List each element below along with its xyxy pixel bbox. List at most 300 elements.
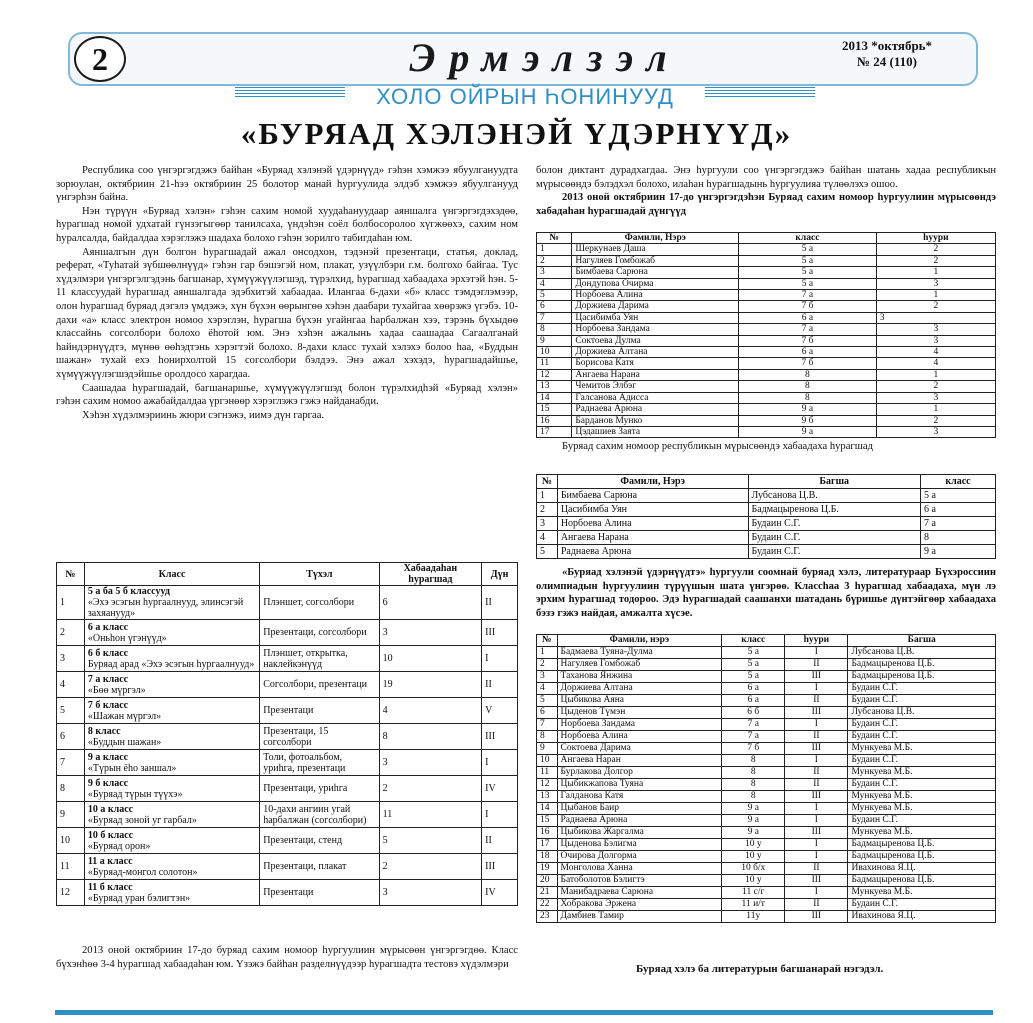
table-cell: Будаин С.Г.	[848, 779, 996, 791]
table-cell: 3	[876, 278, 995, 289]
table-row	[537, 755, 996, 767]
table-cell: 16	[537, 415, 572, 426]
table-cell: 2	[876, 415, 995, 426]
table-cell: 7 б	[739, 301, 877, 312]
table-cell: 4	[876, 347, 995, 358]
signature: Буряад хэлэ ба литературын багшанарай нэгэдэл.	[636, 963, 884, 975]
table-cell: 1	[876, 369, 995, 380]
table-cell: Монголова Ханна	[557, 863, 722, 875]
table-cell: Соктоева Дарима	[557, 743, 722, 755]
table-cell: Очирова Долгорма	[557, 851, 722, 863]
table-row	[537, 911, 996, 923]
table-cell: 5	[379, 828, 482, 854]
table-header-cell: Фамили, Нэрэ	[572, 233, 739, 244]
footer-bar	[55, 1010, 993, 1015]
table-row	[537, 791, 996, 803]
class-topic: «Буддын шажан»	[87, 736, 162, 748]
table-header-cell: №	[537, 233, 572, 244]
table-cell: I	[785, 887, 848, 899]
table-cell: Будаин С.Г.	[848, 683, 996, 695]
olympiad-table	[536, 634, 996, 923]
class-name: 6 а класс	[87, 621, 129, 633]
republic-table	[536, 474, 996, 559]
table-cell: Шеркунаев Даша	[572, 244, 739, 255]
table-row	[537, 647, 996, 659]
table-cell: 8	[57, 776, 85, 802]
table-cell: 20	[537, 875, 558, 887]
class-topic: «Түрын ёһо заншал»	[87, 762, 177, 774]
table-cell: II	[785, 899, 848, 911]
table-cell: Галданова Катя	[557, 791, 722, 803]
table-header-cell: һуури	[785, 635, 848, 647]
table-header-cell: Түхэл	[260, 563, 379, 586]
table-cell: 7 а	[722, 731, 785, 743]
table-header-cell: №	[537, 635, 558, 647]
table-cell: Бадмацыренова Ц.Б.	[848, 839, 996, 851]
paragraph: Буряад сахим номоор республикын мүрысөөндэ хабаадаха һурагшад	[562, 441, 874, 452]
table-cell: Дамбиев Тамир	[557, 911, 722, 923]
table-cell: Будаин С.Г.	[848, 731, 996, 743]
table-cell: Ангаева Наран	[557, 755, 722, 767]
table-cell: 3	[379, 620, 482, 646]
table-cell: III	[785, 791, 848, 803]
table-cell: III	[785, 911, 848, 923]
class-topic: «Буряад уран бэлигтэн»	[87, 892, 191, 904]
class-topic-cell	[84, 802, 259, 828]
table-row	[537, 863, 996, 875]
table-row	[537, 381, 996, 392]
table-cell: 8	[722, 767, 785, 779]
table-row	[537, 267, 996, 278]
stripe-left	[235, 87, 345, 99]
table-row	[537, 815, 996, 827]
table-cell: 10-дахи ангиин угай һарбалжан (согсолбори)	[260, 802, 379, 828]
table-cell: 11у	[722, 911, 785, 923]
table-cell: III	[482, 620, 518, 646]
table-cell: Презентаци, 15 согсолбори	[260, 724, 379, 750]
paragraph: Республика соо үнгэргэгдэжэ байһан «Буряад хэлэнэй үдэрнүүд» гэһэн хэмжээ ябуулгануудта зорюулан, октябриин 21-һээ октябриин 25 болотор манай һургуулида элдэб хэмжээ ябуулганууд үнгэрһэн байна.	[56, 165, 518, 204]
table-cell: II	[482, 672, 518, 698]
table-cell: 1	[537, 489, 558, 503]
table-cell: Манибадраева Сарюна	[557, 887, 722, 899]
table-cell: I	[785, 719, 848, 731]
issue-badge: 2	[74, 36, 126, 82]
table-cell: Будаин С.Г.	[848, 755, 996, 767]
article-left-column	[56, 164, 518, 422]
table-cell: Мункуева М.Б.	[848, 767, 996, 779]
table-cell: 13	[537, 791, 558, 803]
paragraph: Хэһэн хүдэлмэриинь жюри сэгнэжэ, иимэ дүн гаргаа.	[82, 409, 325, 421]
table-cell: 5 а	[722, 659, 785, 671]
table-cell: 9 а	[722, 815, 785, 827]
table-cell: 8	[722, 791, 785, 803]
table-cell: 8	[739, 369, 877, 380]
table-row	[537, 324, 996, 335]
class-topic-cell	[84, 672, 259, 698]
table-cell: 4	[876, 358, 995, 369]
table-cell: 4	[537, 683, 558, 695]
table-cell: 4	[57, 672, 85, 698]
table-cell: 3	[876, 335, 995, 346]
table-cell: Ангаева Нарана	[572, 369, 739, 380]
newspaper-title: Эрмэлзэл	[409, 35, 681, 80]
olympiad-intro	[536, 566, 996, 620]
class-topic: «Эхэ эсэгын һургаалнууд, элинсэгэй захяанууд»	[87, 597, 244, 619]
table-header-cell: №	[57, 563, 85, 586]
table-cell: II	[785, 779, 848, 791]
table-cell: Ивахинова Я.Ц.	[848, 863, 996, 875]
paragraph: болон диктант дурадхагдаа. Энэ һургуули соо үнгэргэгдэжэ байһан шатань хадаа республикын мүрысөөндэ бэлэдхэл болохо, илаһан һурагшадынь һургуулияа түлөөлэхэ ошоо.	[536, 165, 996, 190]
table-cell: I	[482, 750, 518, 776]
table-cell: 2	[57, 620, 85, 646]
table-cell: 8	[722, 755, 785, 767]
table-cell: Батоболотов Бэлигтэ	[557, 875, 722, 887]
table-cell: 12	[537, 779, 558, 791]
table-row	[537, 545, 996, 559]
table-cell: 5 а	[739, 255, 877, 266]
table-cell: 14	[537, 803, 558, 815]
table-row	[57, 724, 518, 750]
table-cell: Норбоева Алина	[572, 290, 739, 301]
paragraph: Саашадаа һурагшадай, багшанаршье, хүмүүжүүлэгшэд болон түрэлхидһэй «Буряад хэлэн» гэһэн сахим номоо ажабайдалдаа үргэнөөр хэрэглэжэ гэжэ найданабди.	[56, 382, 518, 408]
table-row	[57, 620, 518, 646]
table-cell: I	[482, 802, 518, 828]
table-cell: 8	[920, 531, 995, 545]
table-cell: 8	[722, 779, 785, 791]
table-cell: Будаин С.Г.	[748, 531, 920, 545]
class-topic-cell	[84, 620, 259, 646]
table-cell: Презентаци, согсолбори	[260, 620, 379, 646]
table-row	[537, 358, 996, 369]
table-cell: 10	[57, 828, 85, 854]
table-row	[57, 880, 518, 906]
table-row	[537, 290, 996, 301]
table-cell: II	[785, 659, 848, 671]
table-header-cell: класс	[722, 635, 785, 647]
table-cell: IV	[482, 880, 518, 906]
table-cell: 11	[537, 358, 572, 369]
table-cell: Цыбикжапова Туяна	[557, 779, 722, 791]
table-cell: 18	[537, 851, 558, 863]
table-cell: Цыденова Бэлигма	[557, 839, 722, 851]
table-cell: Лубсанова Ц.В.	[748, 489, 920, 503]
table-row	[537, 255, 996, 266]
table-cell: 10 у	[722, 839, 785, 851]
results-table	[536, 232, 996, 438]
table-row	[537, 301, 996, 312]
table-cell: I	[785, 755, 848, 767]
table-cell: 22	[537, 899, 558, 911]
table-row	[57, 646, 518, 672]
table-cell: I	[785, 647, 848, 659]
class-topic-cell	[84, 724, 259, 750]
table-cell: Барданов Мунко	[572, 415, 739, 426]
table-cell: Будаин С.Г.	[848, 719, 996, 731]
table-cell: 9 б	[739, 415, 877, 426]
table-cell: Бадмацыренова Ц.Б.	[848, 875, 996, 887]
table-cell: Цыденов Түмэн	[557, 707, 722, 719]
table-cell: Презентаци, стенд	[260, 828, 379, 854]
table-cell: 23	[537, 911, 558, 923]
table-header-cell: №	[537, 475, 558, 489]
table-cell: 1	[57, 586, 85, 620]
class-name: 7 а класс	[87, 673, 129, 685]
class-name: 8 класс	[87, 725, 121, 737]
table-cell: Цэдашиев Заята	[572, 426, 739, 437]
table-cell: 6 а	[722, 683, 785, 695]
table-cell: Согсолбори, презентаци	[260, 672, 379, 698]
table-header-cell: Хабаадаһан һурагшад	[379, 563, 482, 586]
class-name: 5 а ба 5 б классууд	[87, 586, 170, 597]
table-row	[537, 743, 996, 755]
table-cell: Бадмацыренова Ц.Б.	[748, 503, 920, 517]
table-cell: Доржиева Алтана	[572, 347, 739, 358]
class-name: 10 б класс	[87, 829, 134, 841]
table-cell: 5 а	[722, 671, 785, 683]
table-cell: Ивахинова Я.Ц.	[848, 911, 996, 923]
table-cell: Бимбаева Сарюна	[572, 267, 739, 278]
table-cell: Будаин С.Г.	[848, 695, 996, 707]
table-cell: 2	[876, 301, 995, 312]
table-cell: 9 а	[739, 404, 877, 415]
table-cell: Цасибимба Уян	[557, 503, 748, 517]
table-cell: II	[785, 863, 848, 875]
table-cell: 3	[537, 671, 558, 683]
table-cell: Чемитов Элбэг	[572, 381, 739, 392]
table-cell: 2	[876, 381, 995, 392]
table-cell: Ангаева Нарана	[557, 531, 748, 545]
paragraph: Аяншалгын дүн болгон һурагшадай ажал онсодхон, тэдэнэй презентаци, статья, доклад, реферат, «Туһатай зүбшөөлнүүд» гэһэн гар бэшэгэй ном, плакат, узүүлбэри г.м. болгохо байгаа. Тус хүдэлмэри үнгэргэлгэдэнь багшанар, хүмүүжүүлэгшэд, түрэлхид, һурагшад хабаадаха эрхэтэй һэн. 5-11 классуудай һурагшад аяншалгада эдэбхитэй хабаадаа. Илангаа 6-дахи «б» класс тэмдэглэмээр, олон һурагшад буряад дэгэлэ үмдэжэ, хүн бүхэн өөрынгөө хэһэн даабари тухайгаа хөөрэжэ үгэбэ. 10-дахи «а» класс электрон номоо хэрэглэн, һурагша бүхэн угайнгаа һарбалжан хээ, тэрэнь бүхыдөө классайнь согсолбори болохо ёһотой юм. Энэ хэһэн ажалынь хадаа саашадаа Сагаалганай һайндэрнүүдтэ, мүнөө өөһэдтэнь хэрэгтэй болохо. 8-дахи класс тухай хэлэхэ болоо һаа, «Буддын шажан» тухай ехэ һонирхолтой 15 согсолбори бэлдээ. Энэ ажал хэхэдэ, һурагшадайшье, хүмүүжүүлэгшэдэйшье оролдосо харагдаа.	[56, 246, 518, 380]
table-cell: Норбоева Алина	[557, 731, 722, 743]
paragraph: 2013 оной октябриин 17-до үнгэргэгдэһэн Буряад сахим номоор һургуулиин мүрысөөндэ хабадаһан һурагшадай дүнгүүд	[536, 192, 996, 217]
bottom-left-text	[56, 944, 518, 971]
table-row	[57, 854, 518, 880]
table-row	[537, 312, 996, 323]
table-header-cell: Багша	[848, 635, 996, 647]
table-cell: II	[785, 767, 848, 779]
table-cell: 7 б	[739, 335, 877, 346]
table-cell: 7 а	[739, 290, 877, 301]
table-cell: 5 а	[722, 647, 785, 659]
table-cell: Бадмацыренова Ц.Б.	[848, 659, 996, 671]
table-cell: I	[785, 815, 848, 827]
table-cell: Презентаци	[260, 698, 379, 724]
table-header-cell: класс	[920, 475, 995, 489]
table-row	[537, 803, 996, 815]
table-cell: Таханова Янжина	[557, 671, 722, 683]
table-cell: 2	[537, 255, 572, 266]
table-cell: 10	[379, 646, 482, 672]
table-cell: 11	[537, 767, 558, 779]
table-cell: 6	[537, 301, 572, 312]
table-cell: 8	[379, 724, 482, 750]
table-cell: 5	[537, 290, 572, 301]
table-cell: Презентаци	[260, 880, 379, 906]
class-topic: «Буряад түрын түүхэ»	[87, 788, 183, 800]
table-cell: 6 а	[722, 695, 785, 707]
table-row	[57, 802, 518, 828]
table-cell: Раднаева Арюна	[557, 545, 748, 559]
table-cell: Норбоева Зандама	[572, 324, 739, 335]
class-topic: «Буряад орон»	[87, 840, 151, 852]
table-cell: Раднаева Арюна	[557, 815, 722, 827]
table-cell: 6	[379, 586, 482, 620]
table-row	[537, 278, 996, 289]
table-row	[537, 244, 996, 255]
table-cell: 8	[537, 731, 558, 743]
table-row	[537, 899, 996, 911]
table-cell: 6	[537, 707, 558, 719]
table-row	[537, 851, 996, 863]
table-cell: 17	[537, 839, 558, 851]
paragraph: «Буряад хэлэнэй үдэрнүүдтэ» һургуули соомнай буряад хэлэ, литератураар Бүхэроссиин олимпиадын һургуулиин түрүүшын шата үнгэрөө. Классһаа 3 һурагшад хабаадаха, мүн лэ эрхим һурагшад тодороо. Эдэ һурагшадай саашанхи шатадань бүришье дүнтэйгөөр хабаадаха бэзэ гэжэ найдая, амжалта хүсэе.	[536, 567, 996, 619]
table-cell: 6 а	[739, 312, 877, 323]
table-cell: Норбоева Алина	[557, 517, 748, 531]
table-cell: 9 а	[722, 827, 785, 839]
classes-table	[56, 562, 518, 906]
table-cell: 5	[537, 695, 558, 707]
table-header-cell: һуури	[876, 233, 995, 244]
table-cell: 3	[537, 517, 558, 531]
table-row	[537, 839, 996, 851]
table-row	[537, 415, 996, 426]
table-header-cell: Фамили, нэрэ	[557, 635, 722, 647]
class-topic-cell	[84, 880, 259, 906]
table-cell: 9	[537, 743, 558, 755]
table-cell: III	[785, 827, 848, 839]
table-cell: 7 б	[722, 743, 785, 755]
class-topic-cell	[84, 750, 259, 776]
table-cell: Будаин С.Г.	[748, 545, 920, 559]
table-cell: 9 а	[739, 426, 877, 437]
class-topic-cell	[84, 698, 259, 724]
table-row	[537, 659, 996, 671]
table-row	[537, 404, 996, 415]
table-cell: Доржиева Дарима	[572, 301, 739, 312]
class-topic: «Оньһон үгэнүүд»	[87, 632, 167, 644]
class-topic-cell	[84, 828, 259, 854]
table-cell: V	[482, 698, 518, 724]
table-cell: Плэншет, открытка, наклейкэнүүд	[260, 646, 379, 672]
table-cell: 5 а	[739, 267, 877, 278]
table-cell: Соктоева Дулма	[572, 335, 739, 346]
table-row	[537, 517, 996, 531]
class-topic-cell	[84, 776, 259, 802]
table-cell: III	[482, 854, 518, 880]
table-cell: 6 а	[920, 503, 995, 517]
class-topic: Буряад арад «Эхэ эсэгын һургаалнууд»	[87, 658, 255, 670]
table-cell: Мункуева М.Б.	[848, 743, 996, 755]
table-header-cell: Багша	[748, 475, 920, 489]
table-header-cell: Фамили, Нэрэ	[557, 475, 748, 489]
table-cell: I	[785, 683, 848, 695]
table-cell: I	[482, 646, 518, 672]
table-cell: Мункуева М.Б.	[848, 791, 996, 803]
table-cell: 1	[876, 267, 995, 278]
table-cell: 11	[379, 802, 482, 828]
table-cell: 2	[379, 776, 482, 802]
table-cell: 11 с/г	[722, 887, 785, 899]
table-cell: Дондупова Очирма	[572, 278, 739, 289]
table-cell: II	[482, 828, 518, 854]
table-row	[537, 719, 996, 731]
table-cell: Цыбикова Жаргалма	[557, 827, 722, 839]
paragraph: Нэн түрүүн «Буряад хэлэн» гэһэн сахим номой хуудаһануудаар аяншалга үнгэргэгдэхэдөө, һурагшад номой удхатай гүнзэгыгөөр танилсаха, үндэһэн соёл болбосоролоо хүгжөөхэ, сахим ном һуралсалда, байдалдаа хэрэглэжэ шадаха болохо гэһэн зорилго табигдаһан юм.	[56, 205, 518, 244]
table-cell: Мункуева М.Б.	[848, 803, 996, 815]
table-cell: II	[785, 695, 848, 707]
table-row	[537, 683, 996, 695]
table-row	[537, 347, 996, 358]
table-cell: 10 у	[722, 851, 785, 863]
table-cell: Цыбанов Баир	[557, 803, 722, 815]
table-row	[537, 731, 996, 743]
table-cell: Лубсанова Ц.В.	[848, 707, 996, 719]
table-cell: 1	[537, 647, 558, 659]
table-header-cell: Класс	[84, 563, 259, 586]
table-cell: 9 а	[722, 803, 785, 815]
table-cell: 10 б/х	[722, 863, 785, 875]
issue-number: № 24 (110)	[856, 54, 917, 69]
table-cell: Бадмацыренова Ц.Б.	[848, 851, 996, 863]
table-cell: 3	[537, 267, 572, 278]
issue-date: 2013 *октябрь*	[841, 38, 933, 53]
table-cell: Бимбаева Сарюна	[557, 489, 748, 503]
table-cell: Мункуева М.Б.	[848, 827, 996, 839]
table-cell: 15	[537, 815, 558, 827]
table-cell: Презентаци, плакат	[260, 854, 379, 880]
table-cell: 2	[537, 503, 558, 517]
table-cell: Борисова Катя	[572, 358, 739, 369]
table-cell: Мункуева М.Б.	[848, 887, 996, 899]
table-row	[537, 875, 996, 887]
table-row	[537, 767, 996, 779]
table-cell: 5 а	[739, 278, 877, 289]
table-cell: Плэншет, согсолбори	[260, 586, 379, 620]
table-cell: Толи, фотоальбом, уриһга, презентаци	[260, 750, 379, 776]
table-row	[537, 695, 996, 707]
table-cell: I	[785, 851, 848, 863]
table-cell: 6 б	[722, 707, 785, 719]
article-headline: «БУРЯАД ХЭЛЭНЭЙ ҮДЭРНҮҮД»	[240, 116, 793, 151]
class-name: 11 б класс	[87, 881, 133, 893]
table-cell: Норбоева Зандама	[557, 719, 722, 731]
class-topic-cell	[84, 854, 259, 880]
table-cell: Галсанова Адисса	[572, 392, 739, 403]
table-cell: 11	[57, 854, 85, 880]
class-topic: «Буряад зоной уг гарбал»	[87, 814, 197, 826]
class-topic: «Бөө мүргэл»	[87, 684, 146, 696]
table-cell: Лубсанова Ц.В.	[848, 647, 996, 659]
table-cell: 3	[876, 392, 995, 403]
table-cell: Раднаева Арюна	[572, 404, 739, 415]
table-cell: III	[785, 671, 848, 683]
table-row	[537, 392, 996, 403]
class-topic: «Шажан мүргэл»	[87, 710, 162, 722]
table-cell: I	[785, 839, 848, 851]
table-cell: 10	[537, 347, 572, 358]
table-cell: 1	[537, 244, 572, 255]
table-row	[57, 586, 518, 620]
table-cell: 8	[739, 381, 877, 392]
stripe-right	[705, 87, 815, 99]
table-cell: III	[785, 743, 848, 755]
table-row	[537, 827, 996, 839]
table-cell: 3	[876, 324, 995, 335]
republic-intro	[536, 440, 996, 454]
table-row	[537, 489, 996, 503]
table-cell: 9	[537, 335, 572, 346]
class-topic-cell	[84, 646, 259, 672]
